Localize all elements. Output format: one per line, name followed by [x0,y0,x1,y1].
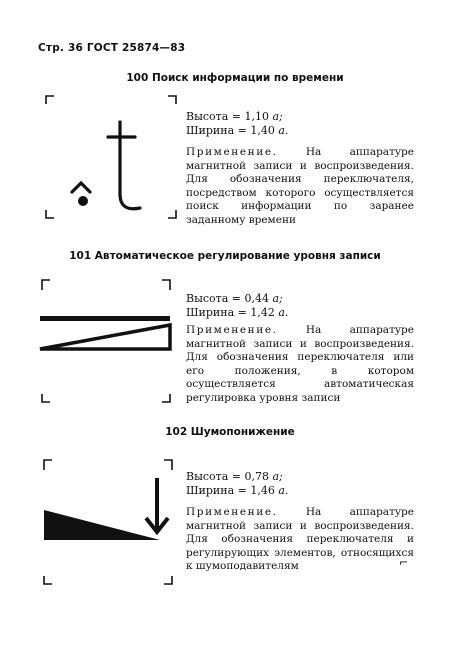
symbol-101-frame [42,280,170,402]
symbol-102-glyph [44,478,168,540]
page-header: Стр. 36 ГОСТ 25874—83 [38,42,186,54]
symbol-100-glyph [72,122,140,209]
section-102-dims: Высота = 0,78 a; Ширина = 1,46 a. [186,470,289,497]
section-100-dims: Высота = 1,10 a; Ширина = 1,40 a. [186,110,289,137]
section-101-dims: Высота = 0,44 a; Ширина = 1,42 a. [186,292,289,319]
symbol-101-glyph [40,316,170,349]
corner-mark: ⌐ [399,556,409,569]
section-100-application: Применение. На аппаратуре магнитной записи и воспроизведения. Для обозначения переключателя, посредством которого осуществляется поиск информации по заранее заданному времени [186,146,414,226]
symbol-100-dot [78,196,88,206]
section-100-title: 100 Поиск информации по времени [126,72,344,84]
symbol-100-frame [46,96,176,218]
section-101-title: 101 Автоматическое регулирование уровня записи [69,250,381,262]
section-102-title: 102 Шумопонижение [165,426,295,438]
section-102-application: Применение. На аппаратуре магнитной записи и воспроизведения. Для обозначения переключателя и регулирующих элементов, относящихся к шумоподавителям [186,506,414,573]
section-101-application: Применение. На аппаратуре магнитной записи и воспроизведения. Для обозначения переключателя или его положения, в котором осуществляется автоматическая регулировка уровня записи [186,324,414,404]
